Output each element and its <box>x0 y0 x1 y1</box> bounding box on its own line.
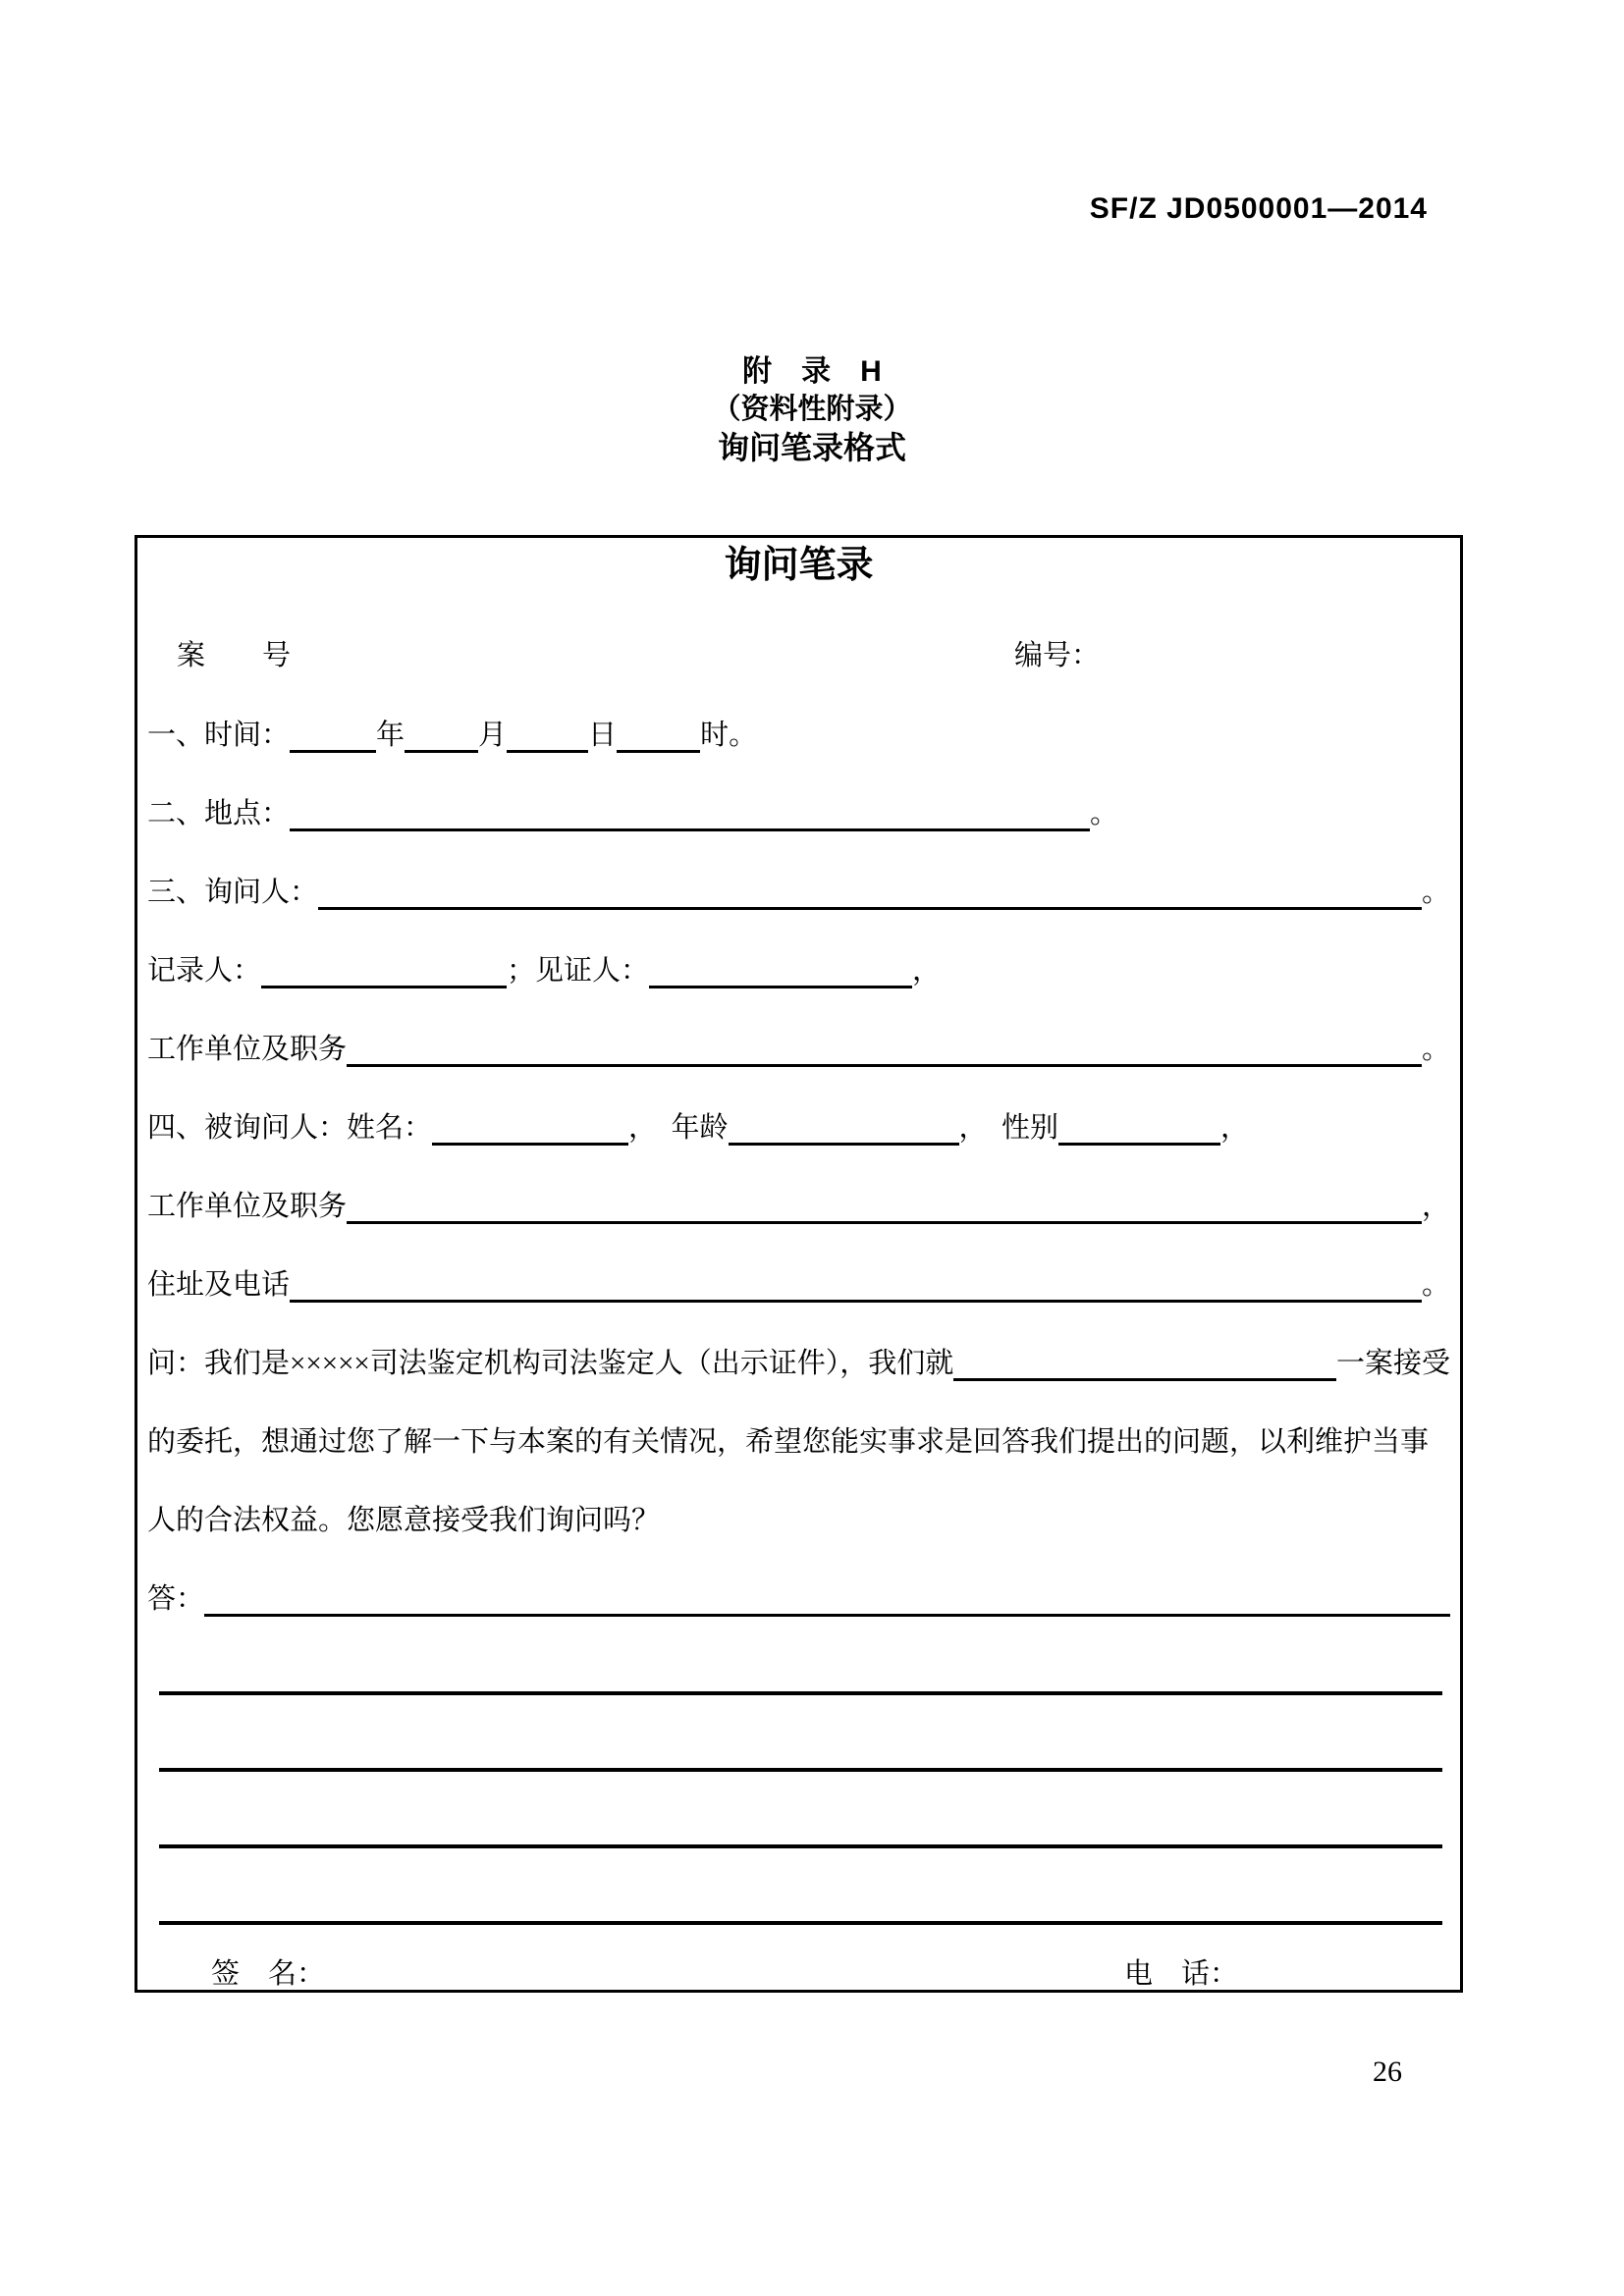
form-line-text: 。 <box>1421 877 1450 908</box>
answer-blank-line-2 <box>137 1695 1460 1772</box>
form-line-text: ， <box>1220 1112 1250 1144</box>
form-line-text: 月 <box>478 720 508 751</box>
appendix-subject: 询问笔录格式 <box>717 430 906 465</box>
form-line-8 <box>137 1226 1460 1305</box>
form-line-text: 日 <box>588 720 618 751</box>
standard-code: SF/Z JD0500001—2014 <box>1089 192 1428 225</box>
blank-underline-field <box>290 1294 1422 1303</box>
form-line-text: 三、询问人： <box>147 877 319 908</box>
form-line-text: 人的合法权益。您愿意接受我们询问吗？ <box>147 1505 661 1536</box>
form-line-10 <box>137 1383 1460 1462</box>
form-line-12 <box>137 1540 1460 1619</box>
inquiry-record-form <box>135 535 1463 1993</box>
blank-underline-field <box>290 744 376 753</box>
form-line-text: 年 <box>376 720 406 751</box>
case-number-row <box>137 588 1460 676</box>
appendix-heading <box>0 353 1624 467</box>
form-line-7 <box>137 1148 1460 1226</box>
form-line-text: 一、时间： <box>147 720 291 751</box>
appendix-note: （资料性附录） <box>712 394 912 425</box>
blank-underline-field <box>405 744 478 753</box>
page-number: 26 <box>1373 2056 1402 2088</box>
phone-label: 电 话： <box>1124 1958 1239 1990</box>
blank-underline-field <box>347 1058 1422 1067</box>
blank-underline-field <box>432 1137 628 1146</box>
form-line-3 <box>137 833 1460 912</box>
form-line-6 <box>137 1069 1460 1148</box>
signature-label: 签 名： <box>211 1958 326 1990</box>
form-line-text: 住址及电话 <box>147 1269 291 1301</box>
form-line-text: 一案接受 <box>1335 1348 1450 1379</box>
answer-blank-line-3 <box>137 1772 1460 1848</box>
form-line-9 <box>137 1305 1460 1383</box>
appendix-title: 附 录 H <box>742 355 882 388</box>
form-title: 询问笔录 <box>724 545 874 586</box>
blank-underline-field <box>507 744 588 753</box>
form-line-text: ， 性别 <box>958 1112 1059 1144</box>
form-line-text: 问：我们是×××××司法鉴定机构司法鉴定人（出示证件），我们就 <box>147 1348 954 1379</box>
form-line-text: 答： <box>147 1583 205 1615</box>
form-line-4 <box>137 912 1460 990</box>
answer-blank-line-1 <box>137 1619 1460 1695</box>
blank-underline-field <box>1058 1137 1220 1146</box>
form-line-text: 。 <box>1421 1034 1450 1065</box>
form-line-text: 。 <box>1090 798 1119 829</box>
form-line-text: ；见证人： <box>507 955 650 987</box>
case-number-label: 案 号 <box>177 640 292 671</box>
form-line-text: 工作单位及职务 <box>147 1034 348 1065</box>
answer-blank-line-4 <box>137 1848 1460 1925</box>
blank-underline-field <box>318 901 1422 910</box>
signature-row <box>137 1925 1460 2003</box>
form-line-text: ， <box>912 955 942 987</box>
form-line-text: 二、地点： <box>147 798 291 829</box>
blank-underline-field <box>261 980 507 988</box>
blank-underline-field <box>953 1372 1336 1381</box>
blank-underline-field <box>729 1137 959 1146</box>
form-line-text: 时。 <box>700 720 758 751</box>
answer-blank-lines <box>137 1619 1460 1925</box>
record-number-label: 编号： <box>1014 640 1101 671</box>
form-line-2 <box>137 755 1460 833</box>
form-line-1 <box>137 676 1460 755</box>
form-line-5 <box>137 990 1460 1069</box>
form-line-11 <box>137 1462 1460 1540</box>
form-line-text: 四、被询问人：姓名： <box>147 1112 433 1144</box>
form-line-text: ， <box>1421 1191 1450 1222</box>
form-line-text: 。 <box>1421 1269 1450 1301</box>
form-line-text: 的委托，想通过您了解一下与本案的有关情况，希望您能实事求是回答我们提出的问题，以利维护当事 <box>147 1426 1430 1458</box>
blank-underline-field <box>347 1215 1422 1224</box>
blank-underline-field <box>290 823 1090 831</box>
blank-underline-field <box>617 744 700 753</box>
form-line-text: ， 年龄 <box>628 1112 729 1144</box>
form-line-text: 记录人： <box>147 955 262 987</box>
blank-underline-field <box>204 1608 1450 1617</box>
form-line-text: 工作单位及职务 <box>147 1191 348 1222</box>
blank-underline-field <box>649 980 912 988</box>
form-lines <box>137 676 1460 1619</box>
